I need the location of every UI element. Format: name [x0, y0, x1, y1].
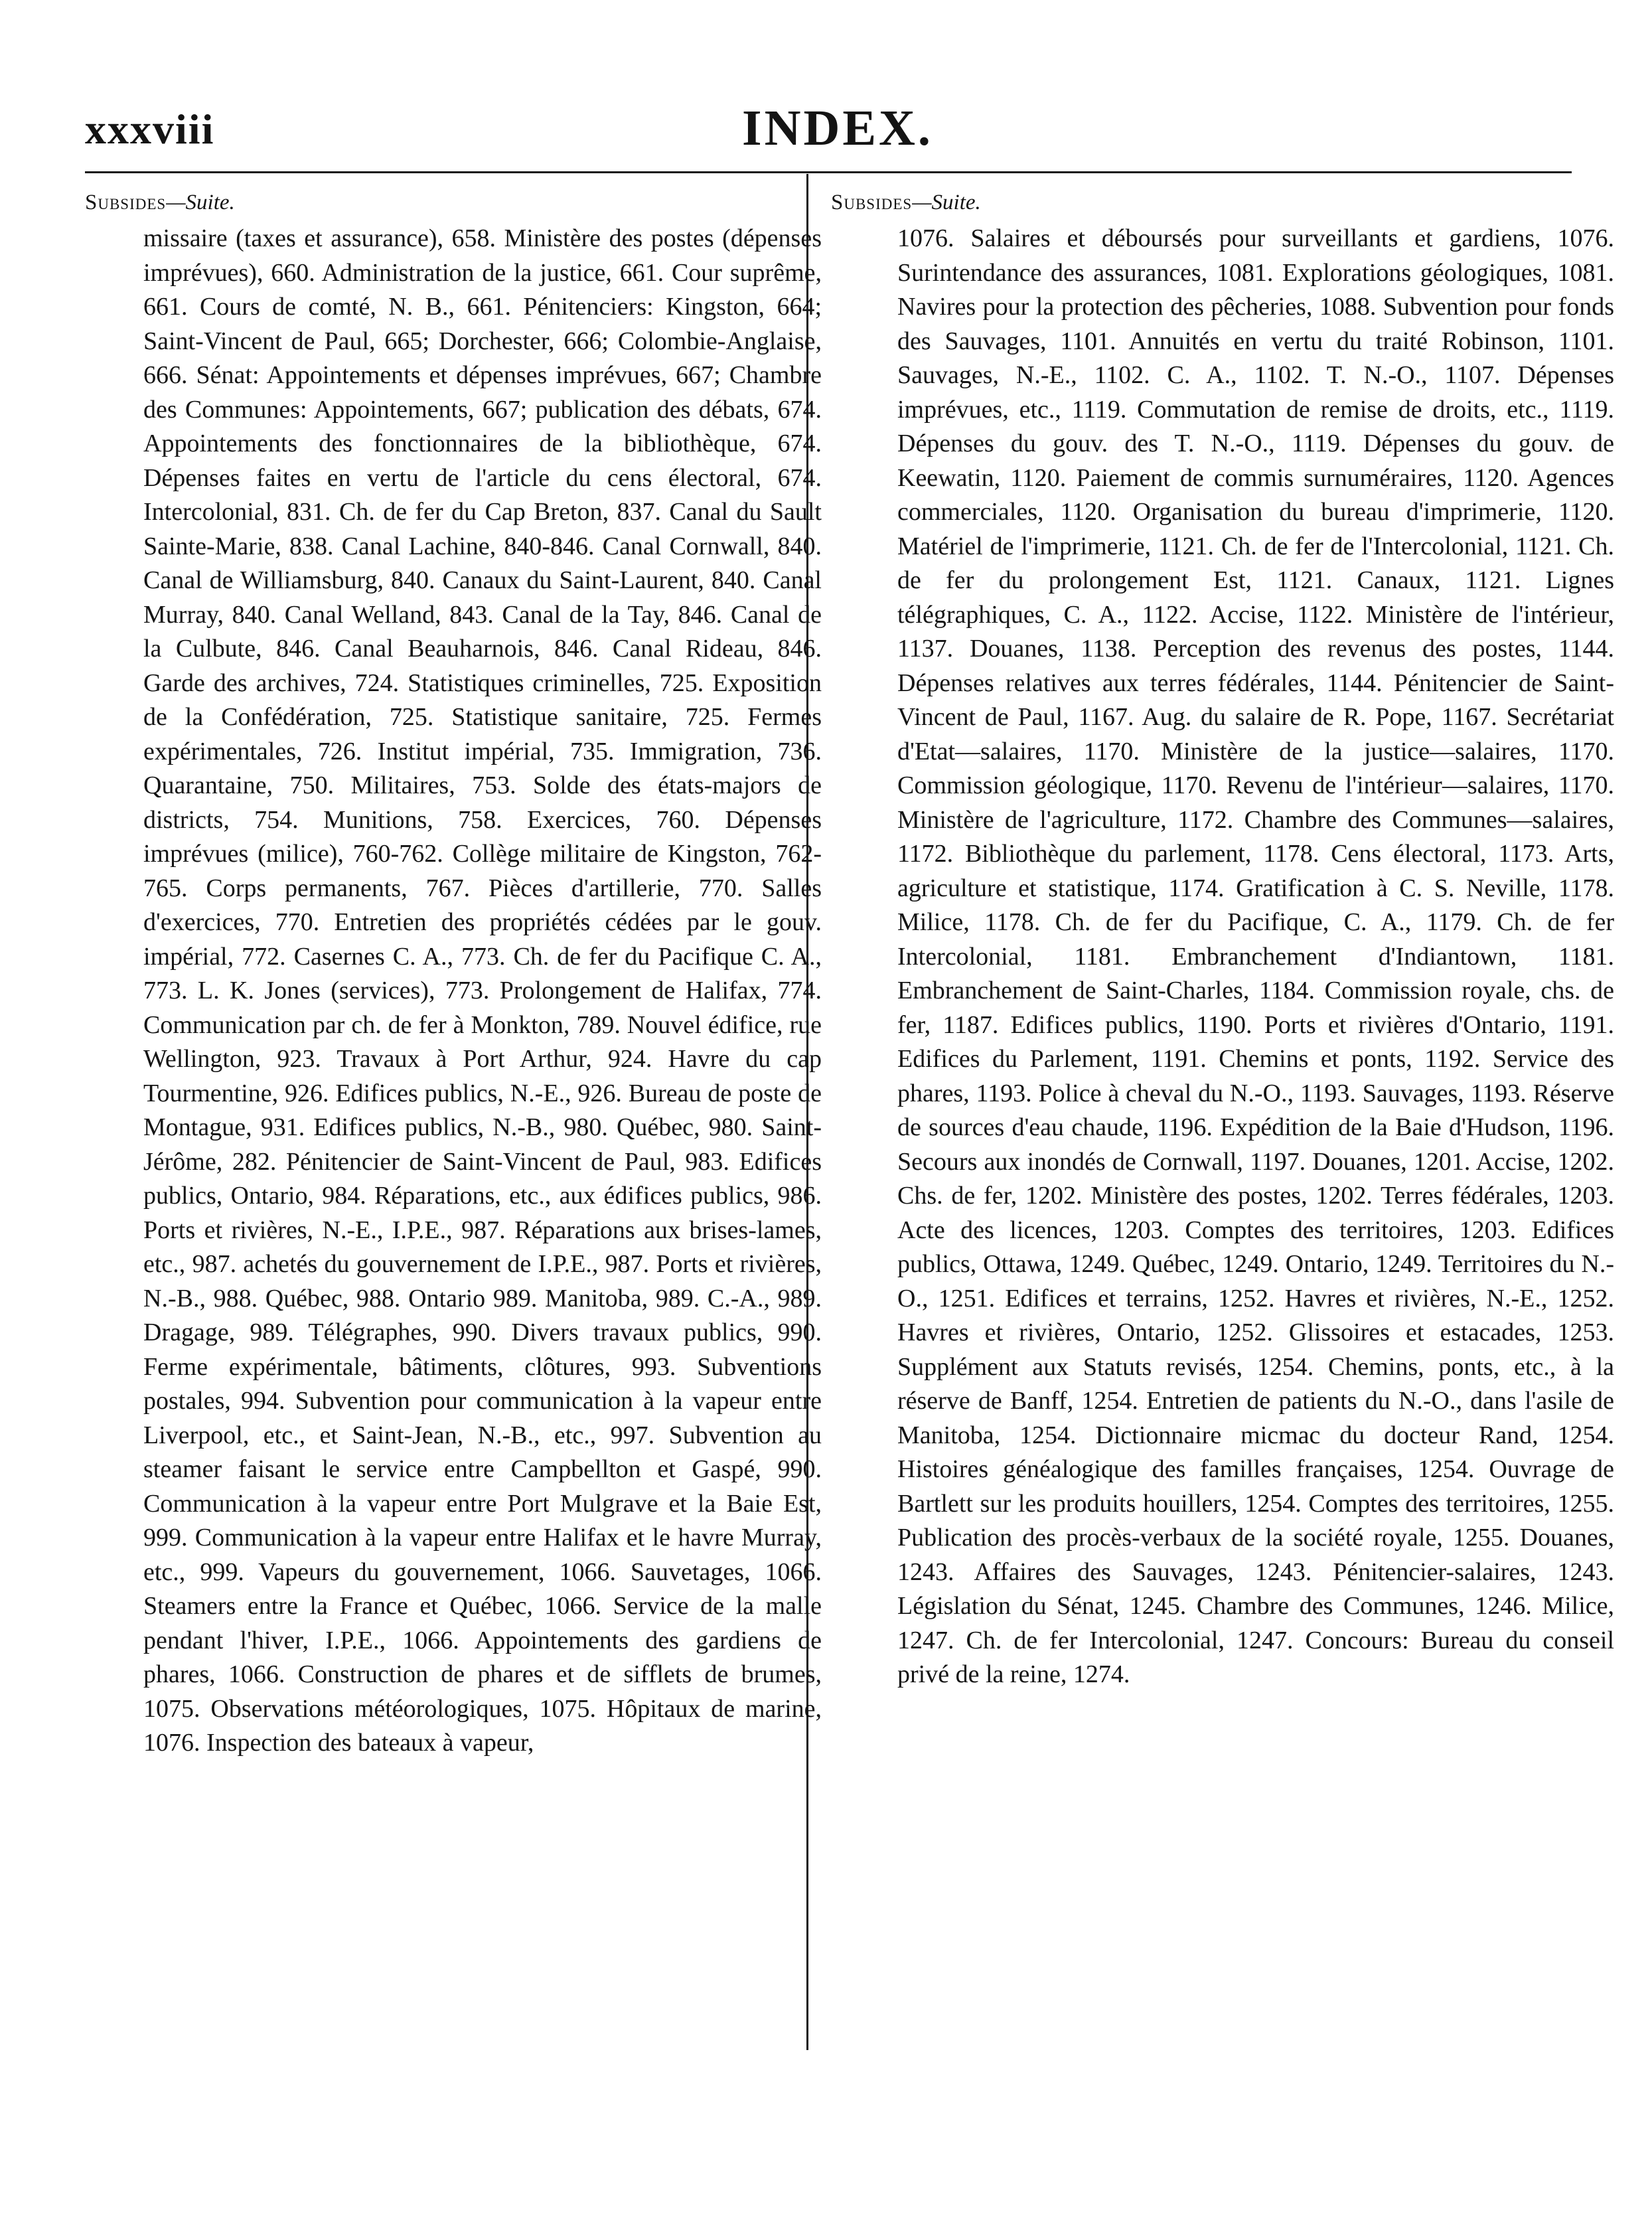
left-column-text: missaire (taxes et assurance), 658. Ministère des postes (dépenses imprévues), 660. Administration de la justice, 661. Cour suprême, 661. Cours de comté, N. B., 661. Pénitenciers: Kingston, 664; Saint-Vincent de Paul, 665; Dorchester, 666; Colombie-Anglaise, 666. Sénat: Appointements et dépenses imprévues, 667; Chambre des Communes: Appointements, 667; publication des débats, 674. Appointements des fonctionnaires de la bibliothèque, 674. Dépenses faites en vertu de l'article du cens électoral, 674. Intercolonial, 831. Ch. de fer du Cap Breton, 837. Canal du Sault Sainte-Marie, 838. Canal Lachine, 840-846. Canal Cornwall, 840. Canal de Williamsburg, 840. Canaux du Saint-Laurent, 840. Canal Murray, 840. Canal Welland, 843. Canal de la Tay, 846. Canal de la Culbute, 846. Canal Beauharnois, 846. Canal Rideau, 846. Garde des archives, 724. Statistiques criminelles, 725. Exposition de la Confédération, 725. Statistique sanitaire, 725. Fermes expérimentales, 726. Institut impérial, 735. Immigration, 736. Quarantaine, 750. Militaires, 753. Solde des états-majors de districts, 754. Munitions, 758. Exercices, 760. Dépenses imprévues (milice), 760-762. Collège militaire de Kingston, 762-765. Corps permanents, 767. Pièces d'artillerie, 770. Salles d'exercices, 770. Entretien des propriétés cédées par le gouv. impérial, 772. Casernes C. A., 773. Ch. de fer du Pacifique C. A., 773. L. K. Jones (services), 773. Prolongement de Halifax, 774. Communication par ch. de fer à Monkton, 789. Nouvel édifice, rue Wellington, 923. Travaux à Port Arthur, 924. Havre du cap Tourmentine, 926. Edifices publics, N.-E., 926. Bureau de poste de Montague, 931. Edifices publics, N.-B., 980. Québec, 980. Saint-Jérôme, 282. Pénitencier de Saint-Vincent de Paul, 983. Edifices publics, Ontario, 984. Réparations, etc., aux édifices publics, 986. Ports et rivières, N.-E., I.P.E., 987. Réparations aux brises-lames, etc., 987. achetés du gouvernement de I.P.E., 987. Ports et rivières, N.-B., 988. Québec, 988. Ontario 989. Manitoba, 989. C.-A., 989. Dragage, 989. Télégraphes, 990. Divers travaux publics, 990. Ferme expérimentale, bâtiments, clôtures, 993. Subventions postales, 994. Subvention pour communication à la vapeur entre Liverpool, etc., et Saint-Jean, N.-B., etc., 997. Subvention au steamer faisant le service entre Campbellton et Gaspé, 990. Communication à la vapeur entre Port Mulgrave et la Baie Est, 999. Communication à la vapeur entre Halifax et le havre Murray, etc., 999. Vapeurs du gouvernement, 1066. Sauvetages, 1066. Steamers entre la France et Québec, 1066. Service de la malle pendant l'hiver, I.P.E., 1066. Appointements des gardiens de phares, 1066. Construction de phares et de sifflets de brumes, 1075. Observations météorologiques, 1075. Hôpitaux de marine, 1076. Inspection des bateaux à vapeur,: [143, 224, 822, 1757]
right-heading-suffix: —Suite.: [912, 191, 981, 214]
header-rule: [85, 171, 1572, 173]
page-number: xxxviii: [85, 106, 215, 153]
page-title: INDEX.: [742, 100, 933, 156]
left-column: [85, 186, 822, 1761]
left-heading-suffix: —Suite.: [166, 191, 235, 214]
left-heading-main: Subsides: [85, 191, 167, 214]
right-column: [831, 186, 1614, 1692]
right-column-heading: [831, 186, 1528, 219]
right-column-text: 1076. Salaires et déboursés pour surveillants et gardiens, 1076. Surintendance des assurances, 1081. Explorations géologiques, 1081. Navires pour la protection des pêcheries, 1088. Subvention pour fonds des Sauvages, 1101. Annuités en vertu du traité Robinson, 1101. Sauvages, N.-E., 1102. C. A., 1102. T. N.-O., 1107. Dépenses imprévues, etc., 1119. Commutation de remise de droits, etc., 1119. Dépenses du gouv. des T. N.-O., 1119. Dépenses du gouv. de Keewatin, 1120. Paiement de commis surnuméraires, 1120. Agences commerciales, 1120. Organisation du bureau d'imprimerie, 1120. Matériel de l'imprimerie, 1121. Ch. de fer de l'Intercolonial, 1121. Ch. de fer du prolongement Est, 1121. Canaux, 1121. Lignes télégraphiques, C. A., 1122. Accise, 1122. Ministère de l'intérieur, 1137. Douanes, 1138. Perception des revenus des postes, 1144. Dépenses relatives aux terres fédérales, 1144. Pénitencier de Saint-Vincent de Paul, 1167. Aug. du salaire de R. Pope, 1167. Secrétariat d'Etat—salaires, 1170. Ministère de la justice—salaires, 1170. Commission géologique, 1170. Revenu de l'intérieur—salaires, 1170. Ministère de l'agriculture, 1172. Chambre des Communes—salaires, 1172. Bibliothèque du parlement, 1178. Cens électoral, 1173. Arts, agriculture et statistique, 1174. Gratification à C. S. Neville, 1178. Milice, 1178. Ch. de fer du Pacifique, C. A., 1179. Ch. de fer Intercolonial, 1181. Embranchement d'Indiantown, 1181. Embranchement de Saint-Charles, 1184. Commission royale, chs. de fer, 1187. Edifices publics, 1190. Ports et rivières d'Ontario, 1191. Edifices du Parlement, 1191. Chemins et ponts, 1192. Service des phares, 1193. Police à cheval du N.-O., 1193. Sauvages, 1193. Réserve de sources d'eau chaude, 1196. Expédition de la Baie d'Hudson, 1196. Secours aux inondés de Cornwall, 1197. Douanes, 1201. Accise, 1202. Chs. de fer, 1202. Ministère des postes, 1202. Terres fédérales, 1203. Acte des licences, 1203. Comptes des territoires, 1203. Edifices publics, Ottawa, 1249. Québec, 1249. Ontario, 1249. Territoires du N.-O., 1251. Edifices et terrains, 1252. Havres et rivières, N.-E., 1252. Havres et rivières, Ontario, 1252. Glissoires et estacades, 1253. Supplément aux Statuts revisés, 1254. Chemins, ponts, etc., à la réserve de Banff, 1254. Entretien de patients du N.-O., dans l'asile de Manitoba, 1254. Dictionnaire micmac du docteur Rand, 1254. Histoires généalogique des familles françaises, 1254. Ouvrage de Bartlett sur les produits houillers, 1254. Comptes des territoires, 1255. Publication des procès-verbaux de la société royale, 1255. Douanes, 1243. Affaires des Sauvages, 1243. Pénitencier-salaires, 1243. Législation du Sénat, 1245. Chambre des Communes, 1246. Milice, 1247. Ch. de fer Intercolonial, 1247. Concours: Bureau du conseil privé de la reine, 1274.: [897, 224, 1614, 1688]
right-heading-main: Subsides: [831, 191, 913, 214]
left-column-heading: [85, 186, 782, 219]
